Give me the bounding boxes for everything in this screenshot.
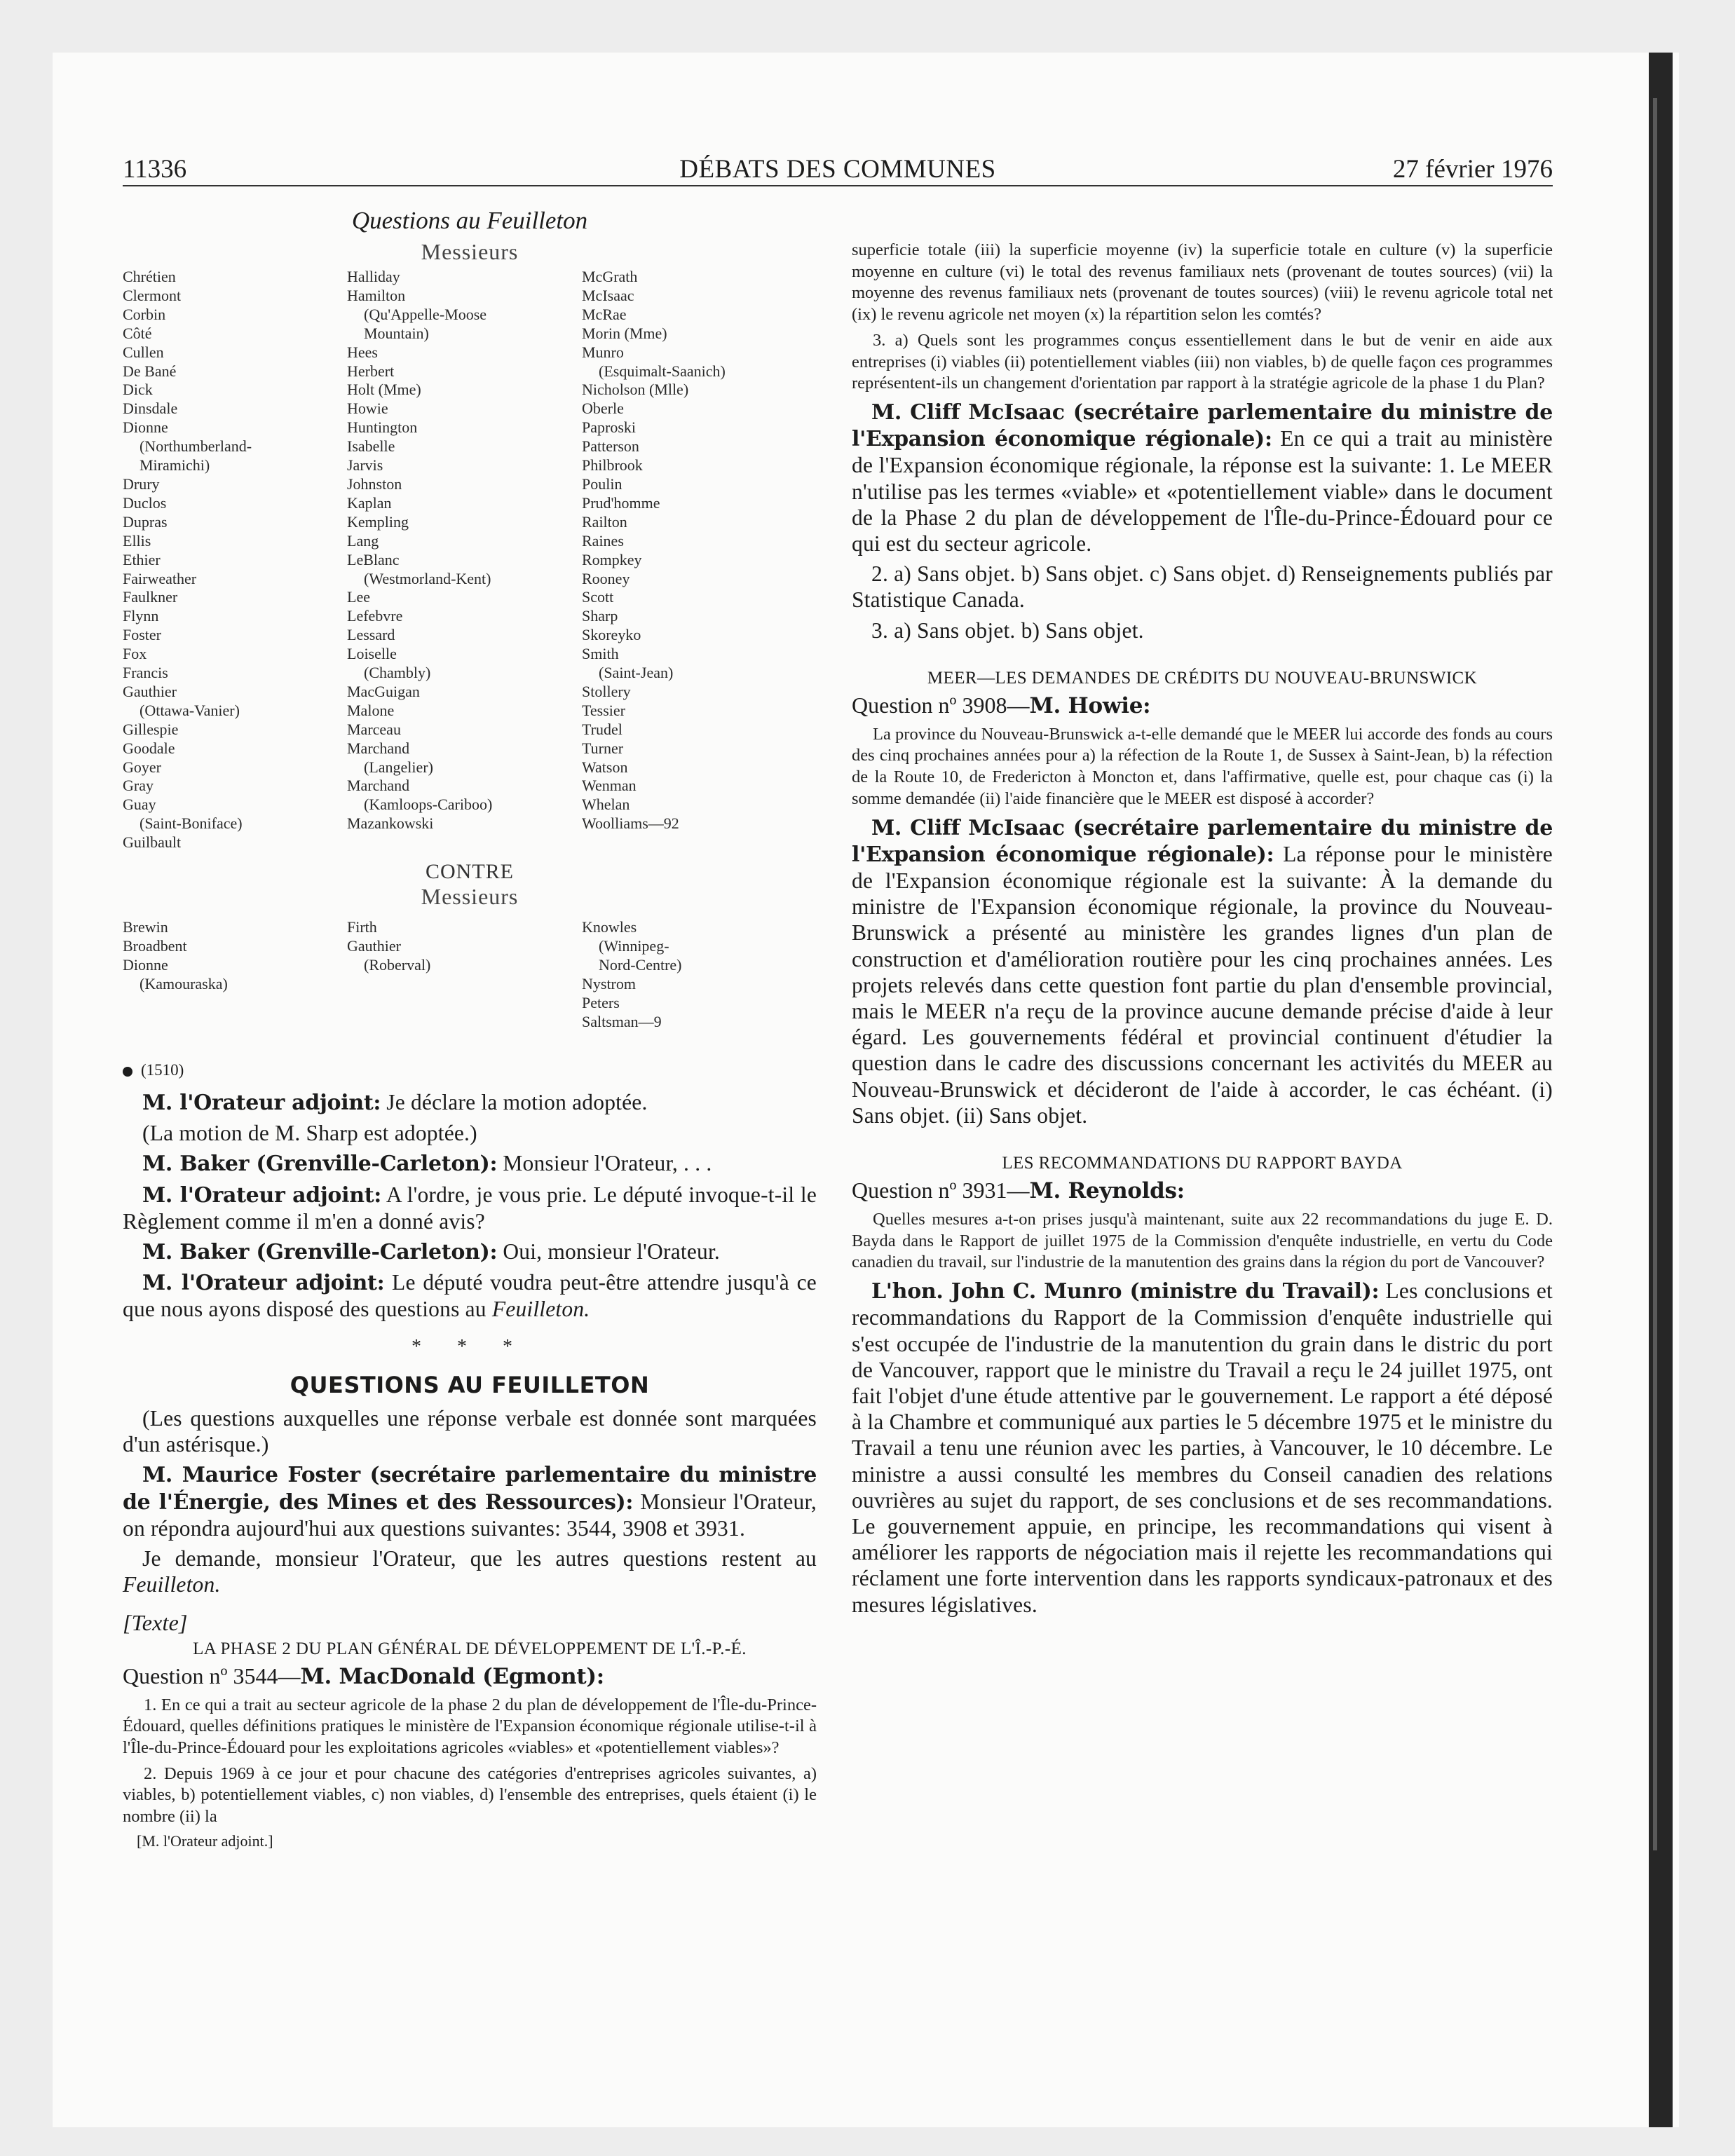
member-name: Poulin (582, 475, 622, 493)
member-name: Sharp (582, 607, 618, 625)
speaker: M. Baker (Grenville-Carleton): (142, 1152, 498, 1177)
member-name: McGrath (582, 268, 638, 285)
member-name: Nord-Centre) (599, 955, 682, 974)
answer-3931 (852, 1278, 1553, 1618)
member-name: Kaplan (347, 493, 392, 512)
member-name: MacGuigan (347, 682, 420, 700)
member-name: Foster (123, 626, 161, 644)
member-name: Isabelle (347, 437, 395, 456)
member-name: (Saint-Jean) (599, 664, 674, 682)
speaker: M. Maurice Foster (secrétaire parlementaire du ministre de l'Énergie, des Mines et des Ressources): (123, 1463, 817, 1515)
member-name: Clermont (123, 286, 182, 304)
member-name: Dionne (123, 418, 168, 437)
member-name: Peters (582, 993, 620, 1011)
section-heading: QUESTIONS AU FEUILLETON (290, 1371, 650, 1398)
member-name: Patterson (582, 437, 639, 456)
member-name: Kempling (347, 512, 409, 531)
member-name: Guay (123, 796, 156, 814)
question-3544-continued: superficie totale (iii) la superficie moyenne (iv) la superficie totale en culture (v) la superficie moyenne en culture (vi) le total des revenus familiaux nets (provenant de toutes sources) (vii) la moyenne des revenus familiaux nets (provenant de toutes sources) (viii) le revenu agricole total net (ix) le revenu agricole net moyen (x) la répartition selon les comtés? 3. a) Quels sont les programmes conçus essentiellement dans le but de venir en aide aux entreprises (i) viables (ii) potentiellement viables (iii) non viables, b) de quelle façon ces programmes représentent-ils un changement d'orientation par rapport à la stratégie agricole de la phase 1 du Plan? (852, 240, 1553, 393)
header-rule (123, 185, 1553, 186)
member-name: Faulkner (123, 588, 178, 606)
member-name: Rompkey (582, 550, 642, 568)
speaker: M. l'Orateur adjoint: (142, 1271, 385, 1296)
question-3908-line: Question nº 3908—M. Howie: (852, 692, 1151, 718)
vote-against-col2 (347, 918, 571, 975)
scan-edge-stripe (1653, 98, 1657, 1850)
member-name: (Saint-Boniface) (140, 814, 243, 833)
paragraph: (Les questions auxquelles une réponse verbale est donnée sont marquées d'un astérisque.) (123, 1406, 817, 1457)
timestamp-marker (123, 1061, 817, 1079)
paragraph: M. Cliff McIsaac (secrétaire parlementaire du ministre de l'Expansion économique régionale): En ce qui a trait au ministère de l'Expansion économique régionale, la réponse est la suivante: 1. Le MEER n'utilise pas les termes «viable» et «potentiellement viable» dans le document de la Phase 2 du plan de développement de l'Île-du-Prince-Édouard pour ce qui est du secteur agricole. (852, 400, 1553, 556)
member-name: Skoreyko (582, 626, 641, 644)
vote-for-label: Messieurs (421, 239, 519, 264)
texte-marker: [Texte] (123, 1610, 188, 1636)
question-3931-text: Quelles mesures a-t-on prises jusqu'à maintenant, suite aux 22 recommandations du juge E. D. Bayda dans le Rapport de juillet 1975 de la Commission d'enquête industrielle, en vertu du Code canadien du travail, sur l'industrie de la manutention des grains dans la région du port de Vancouver? (852, 1210, 1553, 1272)
member-name: (Chambly) (364, 664, 431, 682)
member-name: Munro (582, 343, 624, 361)
member-name: Loiselle (347, 645, 397, 663)
member-name: Marchand (347, 739, 410, 757)
question-3544-text: 1. En ce qui a trait au secteur agricole de la phase 2 du plan de développement de l'Île-du-Prince-Édouard, quelles définitions pratiques le ministère de l'Expansion économique régionale utilise-t-il à l'Île-du-Prince-Édouard pour les exploitations agricoles «viables» et «potentiellement viables»? 2. Depuis 1969 à ce jour et pour chacune des catégories d'entreprises agricoles suivantes, a) viables, b) potentiellement viables, c) non viables, d) l'ensemble des entreprises, quels étaient (i) le nombre (ii) la (123, 1695, 817, 1827)
vote-for-list (123, 268, 817, 853)
member-name: Dupras (123, 512, 168, 531)
paragraph: M. Baker (Grenville-Carleton): Monsieur l'Orateur, . . . (142, 1151, 712, 1177)
member-name: (Esquimalt-Saanich) (599, 362, 726, 380)
member-name: Johnston (347, 475, 402, 493)
member-name: Trudel (582, 720, 622, 738)
member-name: Malone (347, 701, 395, 719)
member-name: Brewin (123, 918, 168, 936)
member-name: Halliday (347, 268, 400, 285)
questioner: M. Reynolds: (1029, 1178, 1185, 1203)
member-name: Dinsdale (123, 400, 178, 418)
member-name: (Northumberland- (140, 437, 252, 456)
member-name: LeBlanc (347, 550, 400, 568)
member-name: Firth (347, 918, 377, 936)
member-name: Turner (582, 739, 624, 757)
member-name: McIsaac (582, 286, 634, 304)
member-name: Côté (123, 324, 152, 342)
member-name: Ethier (123, 550, 161, 568)
member-name: Philbrook (582, 456, 643, 475)
paragraph: Je demande, monsieur l'Orateur, que les autres questions restent au Feuilleton. (123, 1546, 817, 1597)
vote-for-col2 (347, 268, 571, 833)
debate-left (123, 1089, 817, 1637)
member-name: Saltsman—9 (582, 1012, 662, 1030)
member-name: Ellis (123, 531, 151, 550)
member-name: Hees (347, 343, 378, 361)
member-name: Gauthier (123, 682, 177, 700)
member-name: Holt (Mme) (347, 381, 421, 399)
member-name: Flynn (123, 607, 159, 625)
speaker: M. l'Orateur adjoint: (142, 1091, 381, 1115)
member-name: Watson (582, 758, 628, 776)
member-name: Goodale (123, 739, 175, 757)
member-name: Woolliams—92 (582, 814, 679, 833)
paragraph: L'hon. John C. Munro (ministre du Travail): Les conclusions et recommandations du Rapport de la Commission d'enquête industrielle qui s'est occupée de l'industrie de la manutention du grain dans le distric du port de Vancouver, rapport que le ministre du Travail a reçu le 24 juillet 1975, ont fait l'objet d'une étude attentive par le gouvernement. Le rapport a été déposé à la Chambre et communiqué aux parties le 5 décembre 1975 et le ministre du Travail a tenu une réunion avec les parties, à Vancouver, le 10 décembre. Le ministre a aussi consulté les membres du Conseil canadien des relations ouvrières au sujet du rapport, de ses conclusions et de ses recommandations. Le gouvernement appuie, en principe, les recommandations qui visent à améliorer les rapports de négociation mais il rejette les recommandations qui réclament une forte intervention dans les rapports syndicaux-patronaux et des mesures législatives. (852, 1278, 1553, 1617)
speaker: L'hon. John C. Munro (ministre du Travail): (871, 1279, 1380, 1304)
vote-heading: Questions au Feuilleton (351, 207, 588, 234)
member-name: (Kamloops-Cariboo) (364, 796, 493, 814)
speaker: M. l'Orateur adjoint: (142, 1182, 382, 1208)
member-name: De Bané (123, 362, 177, 380)
paragraph: 3. a) Sans objet. b) Sans objet. (871, 618, 1144, 643)
member-name: Mountain) (364, 324, 429, 342)
member-name: Hamilton (347, 286, 406, 304)
member-name: (Ottawa-Vanier) (140, 701, 240, 719)
vote-against-list (123, 918, 817, 1058)
member-name: Scott (582, 588, 614, 606)
member-name: Nicholson (Mlle) (582, 381, 689, 399)
member-name: (Westmorland-Kent) (364, 569, 491, 587)
member-name: Raines (582, 531, 624, 550)
member-name: Howie (347, 400, 388, 418)
answer-3544 (852, 399, 1553, 643)
member-name: Dick (123, 381, 153, 399)
page-number: 11336 (123, 155, 187, 184)
page-title: DÉBATS DES COMMUNES (679, 155, 996, 184)
member-name: (Langelier) (364, 758, 433, 776)
timestamp: (1510) (141, 1061, 184, 1079)
member-name: Miramichi) (140, 456, 210, 475)
member-name: Lee (347, 588, 370, 606)
member-name: Herbert (347, 362, 395, 380)
member-name: Guilbault (123, 833, 182, 852)
member-name: Dionne (123, 955, 168, 974)
paragraph: (La motion de M. Sharp est adoptée.) (142, 1121, 477, 1146)
question-3908-text: La province du Nouveau-Brunswick a-t-elle demandé que le MEER lui accorde des fonds au cours des cinq prochaines années pour a) la réfection de la Route 1, de Sussex à Saint-Jean, b) la réfection de la Route 10, de Fredericton à Moncton et, dans l'affirmative, quelle est, pour chaque cas (i) la somme demandée (ii) l'aide financière que le MEER est disposé à accorder? (852, 724, 1553, 808)
left-column (123, 207, 817, 1850)
member-name: Smith (582, 645, 619, 663)
questioner: M. Howie: (1029, 692, 1151, 718)
bullet-icon (123, 1067, 132, 1077)
member-name: Corbin (123, 305, 166, 323)
member-name: Lessard (347, 626, 395, 644)
vote-for-col1 (123, 268, 347, 852)
footnote: [M. l'Orateur adjoint.] (137, 1831, 273, 1850)
paragraph: M. l'Orateur adjoint: A l'ordre, je vous prie. Le député invoque-t-il le Règlement comme il m'en a donné avis? (123, 1182, 817, 1234)
member-name: Railton (582, 512, 627, 531)
vote-for-col3 (582, 268, 806, 833)
member-name: Chrétien (123, 268, 176, 285)
page-date: 27 février 1976 (1392, 155, 1553, 184)
question-title-3544: LA PHASE 2 DU PLAN GÉNÉRAL DE DÉVELOPPEMENT DE L'Î.-P.-É. (193, 1639, 747, 1658)
paragraph: M. Cliff McIsaac (secrétaire parlementaire du ministre de l'Expansion économique régionale): La réponse pour le ministère de l'Expansion économique régionale est la suivante: À la demande du ministre de l'Expansion économique régionale, la province du Nouveau-Brunswick a présenté au ministère les grandes lignes d'un plan de construction et d'amélioration routière pour les cinq prochaines années. Les projets relevés dans cette question font partie du plan d'ensemble provincial, mais le MEER n'a reçu de la province aucune demande précise d'aide à leur égard. Les gouvernements fédéral et provincial continuent d'étudier la question dans le cadre des discussions concernant les activités du MEER au Nouveau-Brunswick et décideront de l'aide à accorder, le cas échéant. (i) Sans objet. (ii) Sans objet. (852, 815, 1553, 1128)
speaker: M. Cliff McIsaac (secrétaire parlementaire du ministre de l'Expansion économique régionale): (852, 400, 1553, 452)
vote-against-col1 (123, 918, 347, 994)
paragraph: M. Maurice Foster (secrétaire parlementaire du ministre de l'Énergie, des Mines et des Ressources): Monsieur l'Orateur, on répondra aujourd'hui aux questions suivantes: 3544, 3908 et 3931. (123, 1463, 817, 1541)
question-3931-line: Question nº 3931—M. Reynolds: (852, 1178, 1185, 1203)
member-name: Fairweather (123, 569, 197, 587)
paragraph: M. l'Orateur adjoint: Le député voudra peut-être attendre jusqu'à ce que nous ayons disposé des questions au Feuilleton. (123, 1270, 817, 1322)
speaker: M. Baker (Grenville-Carleton): (142, 1240, 498, 1265)
member-name: Mazankowski (347, 814, 434, 833)
member-name: Gray (123, 777, 154, 795)
member-name: Fox (123, 645, 147, 663)
member-name: (Kamouraska) (140, 974, 228, 992)
member-name: (Winnipeg- (599, 936, 669, 955)
member-name: Whelan (582, 796, 630, 814)
member-name: Morin (Mme) (582, 324, 667, 342)
question-title-3931: LES RECOMMANDATIONS DU RAPPORT BAYDA (1002, 1154, 1403, 1173)
member-name: Prud'homme (582, 493, 660, 512)
vote-against-label: CONTRE (426, 860, 514, 883)
member-name: (Roberval) (364, 955, 431, 974)
member-name: Duclos (123, 493, 167, 512)
member-name: Drury (123, 475, 160, 493)
member-name: Gauthier (347, 936, 401, 955)
question-3544-line: Question nº 3544—M. MacDonald (Egmont): (123, 1663, 604, 1689)
member-name: McRae (582, 305, 627, 323)
member-name: Cullen (123, 343, 164, 361)
vote-against-sub: Messieurs (421, 884, 519, 909)
section-separator: * * * (411, 1335, 528, 1358)
member-name: Paproski (582, 418, 636, 437)
member-name: Wenman (582, 777, 637, 795)
speaker: M. Cliff McIsaac (secrétaire parlementaire du ministre de l'Expansion économique régionale): (852, 815, 1553, 867)
member-name: (Qu'Appelle-Moose (364, 305, 487, 323)
member-name: Jarvis (347, 456, 383, 475)
member-name: Huntington (347, 418, 418, 437)
member-name: Marceau (347, 720, 401, 738)
paragraph: 2. a) Sans objet. b) Sans objet. c) Sans objet. d) Renseignements publiés par Statistique Canada. (852, 561, 1553, 613)
right-column (852, 240, 1553, 1622)
member-name: Marchand (347, 777, 410, 795)
member-name: Lang (347, 531, 379, 550)
questioner: M. MacDonald (Egmont): (300, 1663, 604, 1689)
member-name: Nystrom (582, 974, 636, 992)
question-title-3908: MEER—LES DEMANDES DE CRÉDITS DU NOUVEAU-BRUNSWICK (927, 668, 1478, 688)
member-name: Goyer (123, 758, 161, 776)
paragraph: M. l'Orateur adjoint: Je déclare la motion adoptée. (142, 1090, 648, 1115)
member-name: Stollery (582, 682, 631, 700)
member-name: Broadbent (123, 936, 187, 955)
member-name: Tessier (582, 701, 625, 719)
member-name: Knowles (582, 918, 637, 936)
answer-3908 (852, 814, 1553, 1128)
member-name: Lefebvre (347, 607, 403, 625)
member-name: Francis (123, 664, 168, 682)
member-name: Oberle (582, 400, 624, 418)
paragraph: M. Baker (Grenville-Carleton): Oui, monsieur l'Orateur. (142, 1239, 720, 1265)
vote-against-col3 (582, 918, 806, 1031)
member-name: Gillespie (123, 720, 179, 738)
member-name: Rooney (582, 569, 630, 587)
